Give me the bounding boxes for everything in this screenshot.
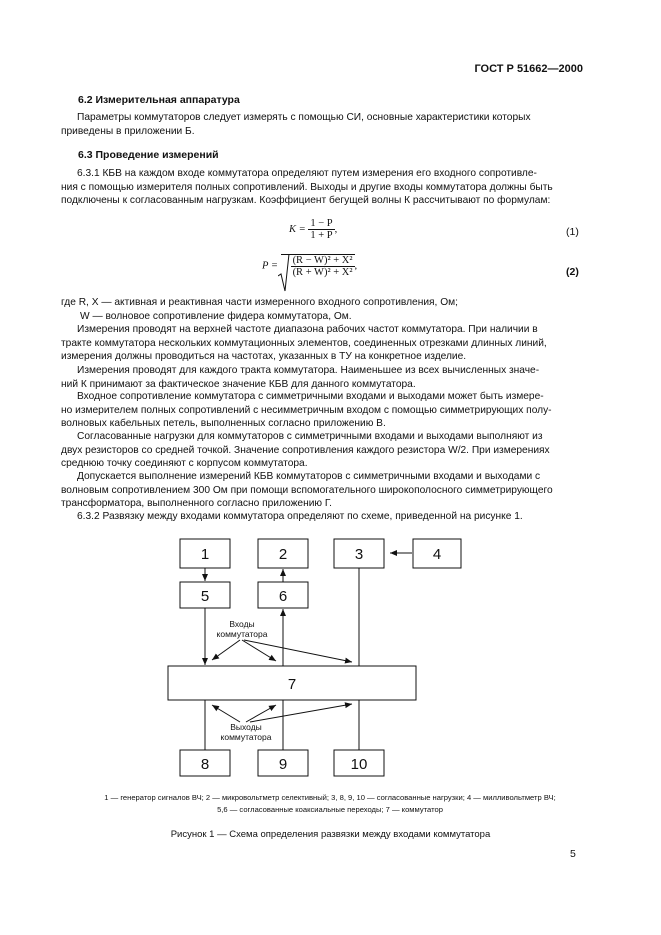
block-label: 3 xyxy=(354,546,364,563)
paragraph-measurement-frequency xyxy=(61,323,583,364)
text-line: волновым сопротивлением 300 Ом при помощи вспомогательного широкополосного симметрирующего xyxy=(61,484,553,496)
text-line: ния с помощью измерителя полных сопротивлений. Выходы и другие входы коммутатора должны быть xyxy=(61,181,553,193)
paragraph-input-impedance xyxy=(61,390,583,431)
text-line: среднюю точку соединяют с корпусом коммутатора. xyxy=(61,458,308,469)
text-line: 6.3.2 Развязку между входами коммутатора определяют по схеме, приведенной на рисунке 1. xyxy=(77,511,523,522)
paragraph-minimum-value xyxy=(61,364,583,391)
text-line: Согласованные нагрузки для коммутаторов с симметричными входами и выходами выполняют из xyxy=(77,431,543,442)
block-label: 10 xyxy=(350,756,368,773)
text-line: Измерения проводят для каждого тракта коммутатора. Наименьшее из всех вычисленных значе- xyxy=(77,365,540,376)
paragraph-6-3-1 xyxy=(61,167,583,208)
block-label: 9 xyxy=(278,756,288,773)
formula-2-fraction xyxy=(291,255,355,278)
text-line: 6.3.1 КБВ на каждом входе коммутатора определяют путем измерения его входного сопротивле- xyxy=(77,168,537,179)
formula-2-sqrt xyxy=(281,254,355,278)
formula-2 xyxy=(262,254,357,278)
text-line: Измерения проводят на верхней частоте диапазона рабочих частот коммутатора. При наличии в xyxy=(77,324,538,335)
paragraph-6-3-2 xyxy=(61,510,583,524)
formula-2-denominator: (R + W)² + X² xyxy=(292,267,353,278)
outputs-pointer-right xyxy=(250,704,352,722)
text-line: ний К принимают за фактическое значение КБВ для данного коммутатора. xyxy=(61,378,416,390)
formula-1-lhs: K = xyxy=(289,223,306,235)
outputs-pointer-middle xyxy=(246,705,276,722)
formula-1-number: (1) xyxy=(566,226,579,238)
formula-2-number: (2) xyxy=(566,266,579,278)
page-number: 5 xyxy=(570,848,576,860)
formula-1-tail: , xyxy=(334,223,338,235)
text-line: Параметры коммутаторов следует измерять с помощью СИ, основные характеристики которых xyxy=(77,112,531,123)
block-label: 8 xyxy=(200,756,210,773)
section-6-3-title: 6.3 Проведение измерений xyxy=(78,149,219,161)
text-line: Входное сопротивление коммутатора с симметричными входами и выходами может быть измере- xyxy=(77,391,544,402)
text-line: волновых кабельных петель, выполненных согласно приложению В. xyxy=(61,418,386,429)
document-code: ГОСТ Р 51662—2000 xyxy=(474,63,583,75)
text-line: измерения должны проводиться на частотах, указанных в ТУ на конкретное изделие. xyxy=(61,351,467,362)
text-line: W — волновое сопротивление фидера коммутатора, Ом. xyxy=(80,310,352,322)
outputs-pointer-left xyxy=(212,705,240,722)
outputs-label: коммутатора xyxy=(220,732,272,742)
inputs-pointer-left xyxy=(212,640,240,660)
sqrt-sign-icon xyxy=(278,254,290,292)
formula-1-numerator: 1 − P xyxy=(310,218,333,229)
text-line: трансформатора, выполненного согласно приложению Г. xyxy=(61,498,332,509)
text-line: тракте коммутатора нескольких коммутационных элементов, соединенных отрезками длинных линий, xyxy=(61,337,547,349)
text-line: где R, X — активная и реактивная части измеренного входного сопротивления, Ом; xyxy=(61,297,458,308)
inputs-label: коммутатора xyxy=(216,629,268,639)
block-label: 6 xyxy=(278,588,288,605)
formula-1-denominator: 1 + P xyxy=(310,230,333,241)
paragraph-matched-loads xyxy=(61,430,583,471)
block-label: 2 xyxy=(278,546,288,563)
formula-legend xyxy=(61,296,583,323)
text-line: Допускается выполнение измерений КБВ коммутаторов с симметричными входами и выходами с xyxy=(77,471,541,482)
figure-1-diagram xyxy=(150,530,490,780)
formula-2-numerator: (R − W)² + X² xyxy=(292,255,353,266)
formula-2-lhs: P = xyxy=(262,260,278,272)
outputs-label: Выходы xyxy=(230,722,262,732)
paragraph-transformer xyxy=(61,470,583,511)
legend-line: 5,6 — согласованные коаксиальные переходы; 7 — коммутатор xyxy=(217,805,443,814)
formula-2-tail: , xyxy=(354,260,358,272)
figure-title: Рисунок 1 — Схема определения развязки между входами коммутатора xyxy=(170,829,491,840)
text-line: подключены к согласованным нагрузкам. Коэффициент бегущей волны К рассчитывают по формулам: xyxy=(61,195,551,206)
text-line: но измерителем полных сопротивлений с несимметричным входом с помощью симметрирующих полу- xyxy=(61,404,552,416)
block-label: 7 xyxy=(287,676,297,693)
text-line: приведены в приложении Б. xyxy=(61,125,195,137)
text-line: двух резисторов со средней точкой. Значение сопротивления каждого резистора W/2. При измерениях xyxy=(61,444,550,456)
block-label: 4 xyxy=(432,546,442,563)
inputs-label: Входы xyxy=(229,619,255,629)
formula-1 xyxy=(289,218,337,241)
formula-1-fraction xyxy=(308,218,334,241)
block-label: 5 xyxy=(200,588,210,605)
section-6-2-title: 6.2 Измерительная аппаратура xyxy=(78,94,240,106)
block-label: 1 xyxy=(200,546,210,563)
section-6-2-paragraph xyxy=(61,111,583,138)
figure-legend xyxy=(40,792,620,816)
legend-line: 1 — генератор сигналов ВЧ; 2 — микровольтметр селективный; 3, 8, 9, 10 — согласованные нагрузки; 4 — милливольтметр ВЧ; xyxy=(104,793,556,802)
